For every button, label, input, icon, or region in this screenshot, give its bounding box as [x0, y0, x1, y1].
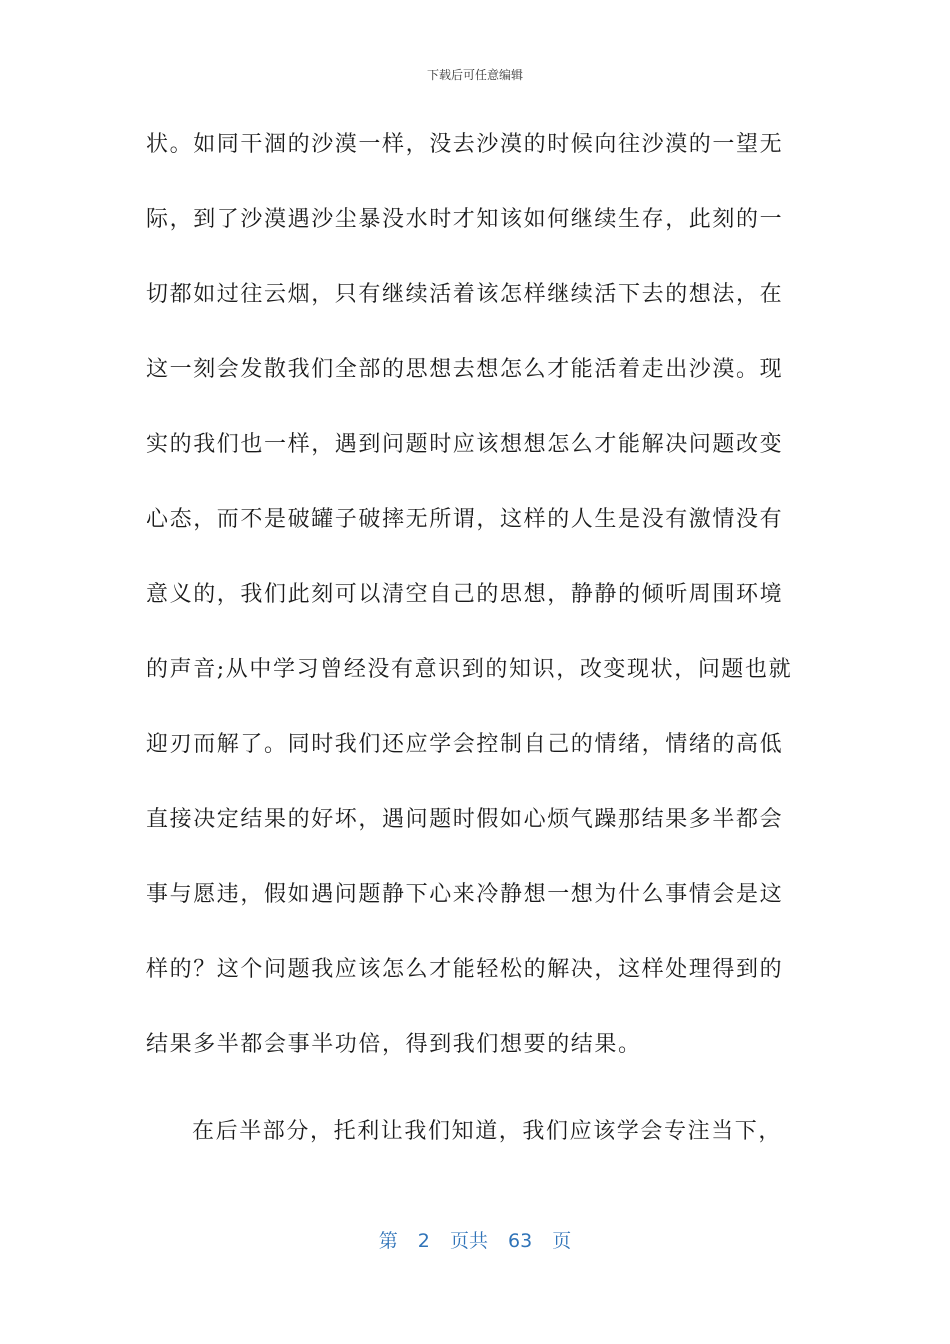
text-line: 状。如同干涸的沙漠一样，没去沙漠的时候向往沙漠的一望无: [146, 132, 784, 157]
page-suffix: 页: [552, 1230, 572, 1252]
text-line: 切都如过往云烟，只有继续活着该怎样继续活下去的想法，在: [146, 282, 784, 307]
text-line: 结果多半都会事半功倍，得到我们想要的结果。: [146, 1032, 642, 1057]
page-header: 下载后可任意编辑: [426, 68, 523, 82]
document-body: [146, 120, 806, 1182]
text-line: 直接决定结果的好坏，遇问题时假如心烦气躁那结果多半都会: [146, 807, 784, 832]
page-prefix: 第: [378, 1230, 398, 1252]
page-total: 63: [508, 1230, 533, 1252]
text-line: 这一刻会发散我们全部的思想去想怎么才能活着走出沙漠。现: [146, 357, 784, 382]
text-line: 心态，而不是破罐子破摔无所谓，这样的人生是没有激情没有: [146, 507, 784, 532]
text-line: 迎刃而解了。同时我们还应学会控制自己的情绪，情绪的高低: [146, 732, 784, 757]
page-footer: [0, 1226, 950, 1253]
page-middle: 页共: [449, 1230, 488, 1252]
text-line: 际，到了沙漠遇沙尘暴没水时才知该如何继续生存，此刻的一: [146, 207, 784, 232]
page-number: 2: [417, 1230, 430, 1252]
text-line: 事与愿违，假如遇问题静下心来冷静想一想为什么事情会是这: [146, 882, 784, 907]
text-line: 实的我们也一样，遇到问题时应该想想怎么才能解决问题改变: [146, 432, 784, 457]
paragraph-gap: [146, 1095, 806, 1107]
paragraph-2-line: 在后半部分，托利让我们知道，我们应该学会专注当下，: [192, 1119, 783, 1144]
text-line: 的声音;从中学习曾经没有意识到的知识，改变现状，问题也就: [146, 657, 793, 682]
text-line: 样的？这个问题我应该怎么才能轻松的解决，这样处理得到的: [146, 957, 784, 982]
text-line: 意义的，我们此刻可以清空自己的思想，静静的倾听周围环境: [146, 582, 784, 607]
